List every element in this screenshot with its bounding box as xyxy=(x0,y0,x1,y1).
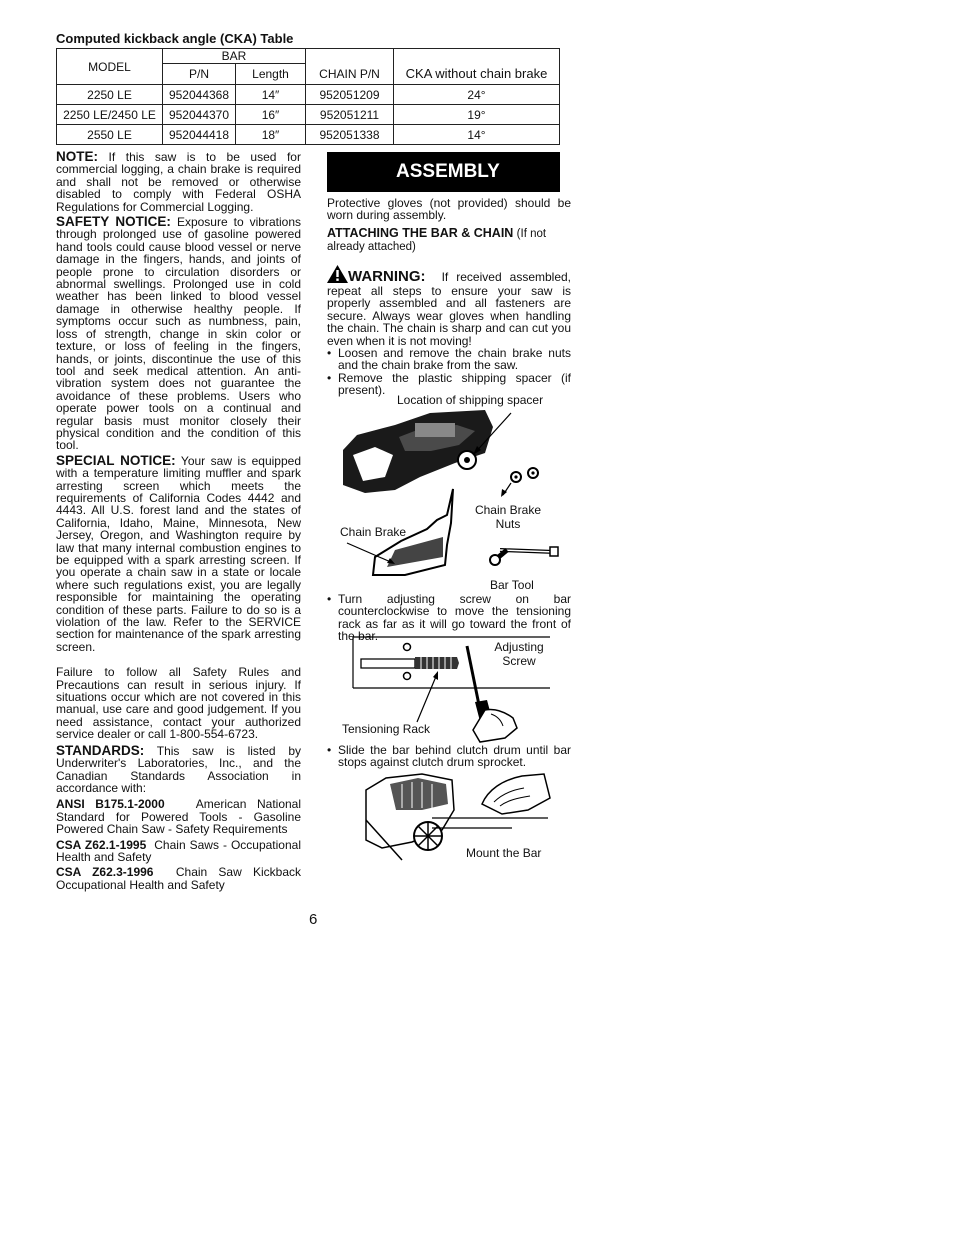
header-chain-pn: CHAIN P/N xyxy=(306,49,394,85)
bullet-text: Loosen and remove the chain brake nuts and the chain brake from the saw. xyxy=(338,346,571,373)
bullet-text: Turn adjusting screw on bar counterclockwise to move the tensioning rack as far as it will go toward the front of the bar. xyxy=(338,592,571,644)
header-model: MODEL xyxy=(57,49,163,85)
special-paragraph xyxy=(56,452,301,654)
standards-heading: STANDARDS: xyxy=(56,742,145,758)
cell-chain: 952051211 xyxy=(306,105,394,125)
failure-paragraph: Failure to follow all Safety Rules and Precautions can result in serious injury. If situations occur which are not covered in this manual, use care and good judgement. If you need assistance, contact your authorized service dealer or call 1-800-554-6723. xyxy=(56,665,301,742)
table-row xyxy=(57,105,560,125)
warning-text: If received assembled, repeat all steps to ensure your saw is properly assembled and all fasteners are secure. Always wear gloves when handling the chain. The chain is sharp and can cut you even when it is not moving! xyxy=(327,269,572,348)
warning-heading: WARNING: xyxy=(348,267,426,285)
cell-length: 14″ xyxy=(236,85,306,105)
gloves-paragraph: Protective gloves (not provided) should be worn during assembly. xyxy=(327,196,571,223)
bullet-text: Remove the plastic shipping spacer (if present). xyxy=(338,370,571,398)
table-row xyxy=(57,125,560,145)
page-number: 6 xyxy=(309,911,318,928)
list-item: • Turn adjusting screw on bar counterclockwise to move the tensioning rack as far as it will go toward the front of the bar. xyxy=(327,592,571,644)
attach-paragraph xyxy=(327,227,571,254)
standard-code: CSA Z62.3-1996 xyxy=(56,865,154,880)
cell-pn: 952044418 xyxy=(163,125,236,145)
standard-text: Chain Saws - Occupational Health and Safety xyxy=(56,837,301,864)
right-column-top xyxy=(327,197,571,397)
safety-paragraph xyxy=(56,216,301,452)
list-item: • Slide the bar behind clutch drum until bar stops against clutch drum sprocket. xyxy=(327,743,571,770)
note-text: If this saw is to be used for commercial logging, a chain brake is required and shall not be removed or otherwise disabled to comply with Federal OSHA Regulations for Commercial Logging. xyxy=(56,150,301,214)
header-cka: CKA without chain brake xyxy=(394,49,560,85)
safety-text: Exposure to vibrations through prolonged use of gasoline powered hand tools could cause blood vessel or nerve damage in the fingers, hands, and joints of people prone to circulation disorders or abnormal swellings. Prolonged use in cold weather has been linked to blood vessel damage in otherwise healthy people. If symptoms occur such as numbness, pain, loss of strength, change in skin color or texture, or loss of feeling in the fingers, hands, or joints, discontinue the use of this tool and seek medical attention. An anti-vibration system does not guarantee the avoidance of these problems. Users who operate power tools on a continual and regular basis must monitor closely their physical condition and the condition of this tool. xyxy=(56,215,301,453)
label-mount-bar: Mount the Bar xyxy=(466,846,542,860)
label-chain-brake-nuts xyxy=(472,504,544,531)
attach-heading: ATTACHING THE BAR & CHAIN xyxy=(327,225,514,240)
label-shipping-spacer: Location of shipping spacer xyxy=(397,393,544,407)
special-text: Your saw is equipped with a temperature limiting muffler and spark arresting screen which meets the requirements of California Codes 4442 and 4443. All U.S. forest land and the states of California, Idaho, Maine, Minnesota, New Jersey, Oregon, and Washington require by law that many internal combustion engines to be equipped with a spark arresting screen. If you operate a chain saw in a state or locale where such regulations exist, you are legally responsible for maintaining the operating condition of these parts. Failure to do so is a violation of the law. Refer to the SERVICE section for maintenance of the spark arresting screen. xyxy=(56,453,301,654)
attach-subtitle: (If not already attached) xyxy=(327,227,547,254)
cell-length: 16″ xyxy=(236,105,306,125)
cka-table xyxy=(56,48,560,145)
cell-model: 2250 LE xyxy=(57,85,163,105)
cell-chain: 952051209 xyxy=(306,85,394,105)
header-bar: BAR xyxy=(163,49,306,64)
table-title: Computed kickback angle (CKA) Table xyxy=(56,31,294,46)
cell-model: 2250 LE/2450 LE xyxy=(57,105,163,125)
standard-code: CSA Z62.1-1995 xyxy=(56,837,147,852)
warning-paragraph xyxy=(327,265,571,347)
cell-model: 2550 LE xyxy=(57,125,163,145)
cell-length: 18″ xyxy=(236,125,306,145)
standards-paragraph xyxy=(56,742,302,795)
note-paragraph xyxy=(56,151,301,213)
bullet-slide xyxy=(327,744,571,769)
label-chain-brake: Chain Brake xyxy=(340,525,407,539)
cell-chain: 952051338 xyxy=(306,125,394,145)
special-heading: SPECIAL NOTICE: xyxy=(56,452,176,468)
list-item: • Remove the plastic shipping spacer (if present). xyxy=(327,370,571,398)
standard-ansi xyxy=(56,798,301,835)
cell-pn: 952044368 xyxy=(163,85,236,105)
table-row xyxy=(57,85,560,105)
warning-icon xyxy=(327,265,348,285)
header-length: Length xyxy=(236,64,306,85)
assembly-heading: ASSEMBLY xyxy=(327,152,560,192)
list-item: • Loosen and remove the chain brake nuts and the chain brake from the saw. xyxy=(327,346,571,373)
label-bar-tool: Bar Tool xyxy=(490,578,534,592)
standard-code: ANSI B175.1-2000 xyxy=(56,797,165,812)
cell-pn: 952044370 xyxy=(163,105,236,125)
safety-heading: SAFETY NOTICE: xyxy=(56,214,171,230)
label-tensioning-rack: Tensioning Rack xyxy=(342,722,431,736)
cell-cka: 14° xyxy=(394,125,560,145)
standard-text: American National Standard for Powered Tools - Gasoline Powered Chain Saw - Safety Requirements xyxy=(56,797,302,837)
standards-text: This saw is listed by Underwriter's Laboratories, Inc., and the Canadian Standards Association in accordance with: xyxy=(56,743,302,795)
bullet-text: Slide the bar behind clutch drum until bar stops against clutch drum sprocket. xyxy=(338,743,571,770)
label-text: Chain Brake Nuts xyxy=(474,503,542,531)
cell-cka: 19° xyxy=(394,105,560,125)
note-heading: NOTE: xyxy=(56,149,98,164)
left-column xyxy=(56,151,301,891)
standard-text: Chain Saw Kickback Occupational Health and Safety xyxy=(56,865,301,892)
label-adjusting-screw xyxy=(480,641,558,668)
chain-brake-figure xyxy=(335,405,565,595)
header-pn: P/N xyxy=(163,64,236,85)
label-text: Adjusting Screw xyxy=(494,640,544,668)
standard-csa-3 xyxy=(56,866,301,891)
standard-csa-1 xyxy=(56,839,301,864)
cell-cka: 24° xyxy=(394,85,560,105)
